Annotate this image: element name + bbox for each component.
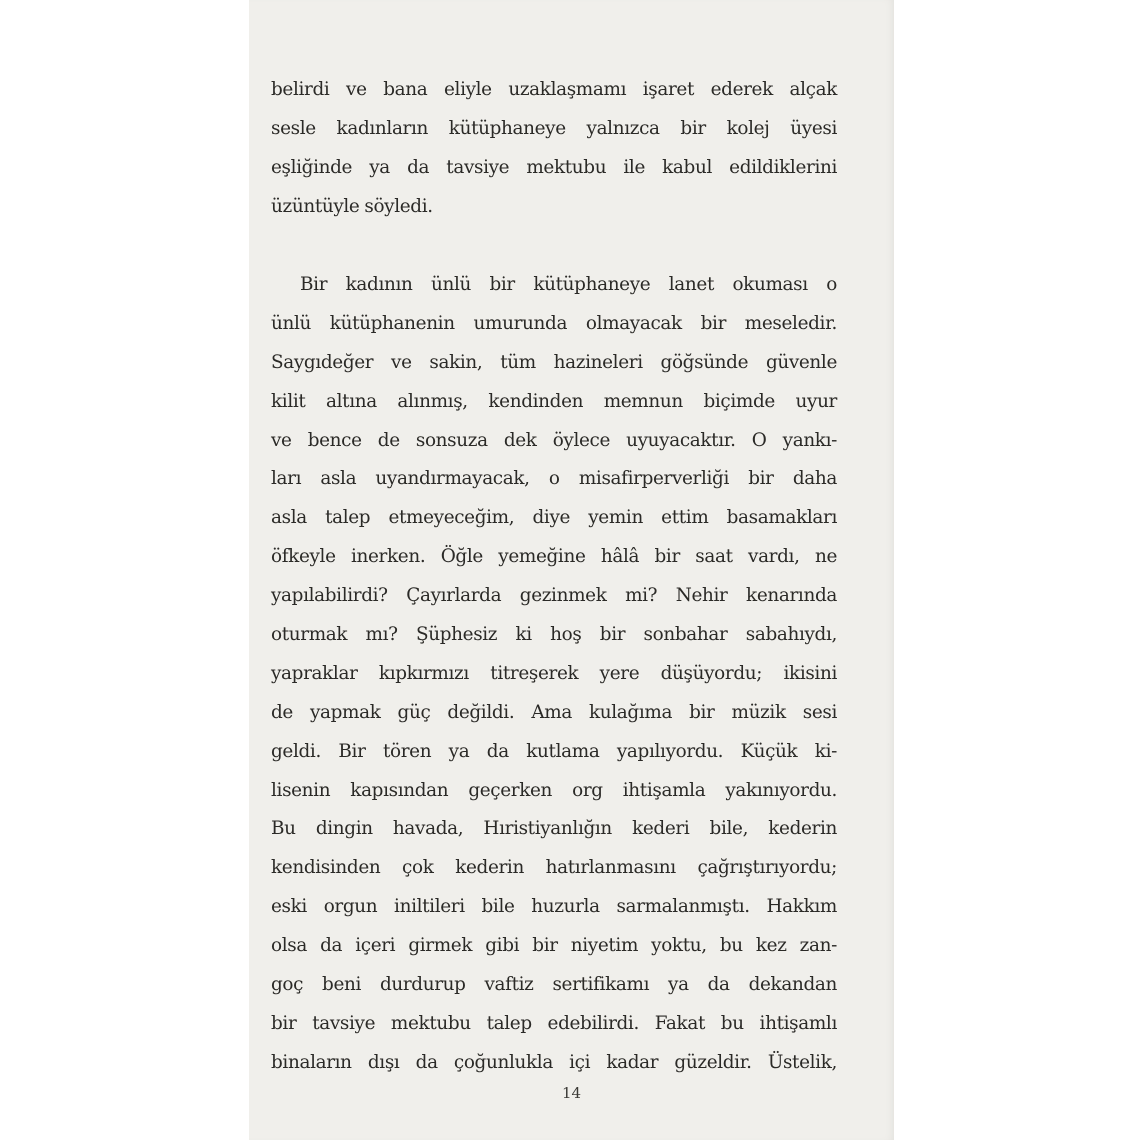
text-line: kilit altına alınmış, kendinden memnun biçimde uyur xyxy=(271,390,837,412)
page-number: 14 xyxy=(561,1084,582,1102)
text-line: ları asla uyandırmayacak, o misafirperverliği bir daha xyxy=(271,468,837,490)
text-line: Bir kadının ünlü bir kütüphaneye lanet okuması o xyxy=(300,274,837,295)
text-line: yapılabilirdi? Çayırlarda gezinmek mi? Nehir kenarında xyxy=(271,585,837,607)
text-line: oturmak mı? Şüphesiz ki hoş bir sonbahar sabahıydı, xyxy=(271,624,837,646)
text-line: olsa da içeri girmek gibi bir niyetim yoktu, bu kez zan- xyxy=(271,935,837,957)
text-line: binaların dışı da çoğunlukla içi kadar güzeldir. Üstelik, xyxy=(271,1051,837,1073)
text-line: Bu dingin havada, Hıristiyanlığın kederi bile, kederin xyxy=(271,818,837,840)
text-line: üzüntüyle söyledi. xyxy=(271,195,433,217)
text-line: lisenin kapısından geçerken org ihtişamla yakınıyordu. xyxy=(271,779,837,801)
text-line: kendisinden çok kederin hatırlanmasını çağrıştırıyordu; xyxy=(271,857,837,879)
text-line: geldi. Bir tören ya da kutlama yapılıyordu. Küçük ki- xyxy=(271,740,837,762)
text-line: sesle kadınların kütüphaneye yalnızca bir kolej üyesi xyxy=(271,117,837,139)
text-line: goç beni durdurup vaftiz sertifikamı ya da dekandan xyxy=(271,974,837,996)
text-line: bir tavsiye mektubu talep edebilirdi. Fakat bu ihtişamlı xyxy=(271,1012,837,1034)
paragraph-2 xyxy=(271,266,837,1083)
book-page xyxy=(249,0,894,1140)
text-line: belirdi ve bana eliyle uzaklaşmamı işaret ederek alçak xyxy=(271,79,837,100)
paragraph-1 xyxy=(271,71,837,227)
text-line: öfkeyle inerken. Öğle yemeğine hâlâ bir saat vardı, ne xyxy=(271,546,837,568)
text-line: ünlü kütüphanenin umurunda olmayacak bir meseledir. xyxy=(271,312,837,334)
text-line: eski orgun iniltileri bile huzurla sarmalanmıştı. Hakkım xyxy=(271,896,837,918)
text-line: ve bence de sonsuza dek öylece uyuyacaktır. O yankı- xyxy=(271,429,837,451)
text-line: yapraklar kıpkırmızı titreşerek yere düşüyordu; ikisini xyxy=(271,662,837,684)
text-line: eşliğinde ya da tavsiye mektubu ile kabul edildiklerini xyxy=(271,156,837,178)
text-line: asla talep etmeyeceğim, diye yemin ettim basamakları xyxy=(271,507,837,529)
text-line: de yapmak güç değildi. Ama kulağıma bir müzik sesi xyxy=(271,701,837,723)
text-line: Saygıdeğer ve sakin, tüm hazineleri göğsünde güvenle xyxy=(271,351,837,373)
